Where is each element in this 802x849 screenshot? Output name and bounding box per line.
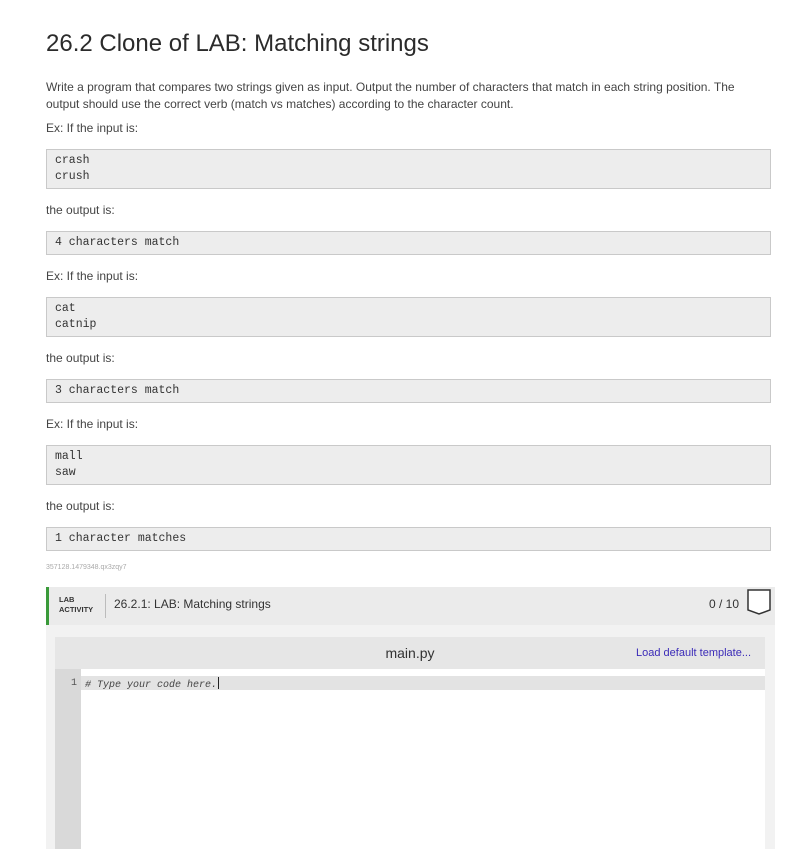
example-input-line: catnip [55,318,97,331]
code-line[interactable] [85,677,219,691]
example-input-label: Ex: If the input is: [46,417,139,431]
example-input-line: cat [55,302,76,315]
editor-header [55,637,765,669]
problem-description: Write a program that compares two strings given as input. Output the number of characters that match in each string position. The output should use the correct verb (match vs matches) according to the character count. [46,80,735,111]
lab-title: 26.2.1: LAB: Matching strings [114,597,271,611]
example-input-box [46,149,771,189]
lab-tag-line: LAB [59,595,75,604]
lab-activity-header [46,587,775,625]
example-output-label: the output is: [46,351,115,365]
line-number: 1 [70,678,77,689]
example-output-line: 3 characters match [55,384,180,397]
example-input-line: crash [55,154,90,167]
lab-activity-tag [59,595,93,615]
example-input-box [46,445,771,485]
example-output-box [46,231,771,255]
page-title: 26.2 Clone of LAB: Matching strings [46,30,429,57]
example-input-box [46,297,771,337]
example-output-line: 1 character matches [55,532,187,545]
example-output-label: the output is: [46,499,115,513]
divider [105,594,106,618]
load-default-template-link[interactable]: Load default template... [636,647,751,659]
example-output-box [46,527,771,551]
example-input-label: Ex: If the input is: [46,269,139,283]
example-input-label: Ex: If the input is: [46,121,139,135]
code-text: # Type your code here. [85,680,218,691]
example-output-line: 4 characters match [55,236,180,249]
bookmark-icon [747,589,771,615]
code-editor-panel [46,625,775,849]
file-name: main.py [385,645,435,661]
example-input-line: saw [55,466,76,479]
code-editor[interactable] [55,669,765,849]
example-input-line: mall [55,450,83,463]
line-gutter [55,669,81,849]
text-cursor [218,677,219,689]
activity-id: 357128.1479348.qx3zqy7 [46,564,127,571]
example-output-box [46,379,771,403]
example-input-line: crush [55,170,90,183]
lab-tag-line: ACTIVITY [59,605,94,614]
example-output-label: the output is: [46,203,115,217]
lab-score: 0 / 10 [708,597,739,611]
